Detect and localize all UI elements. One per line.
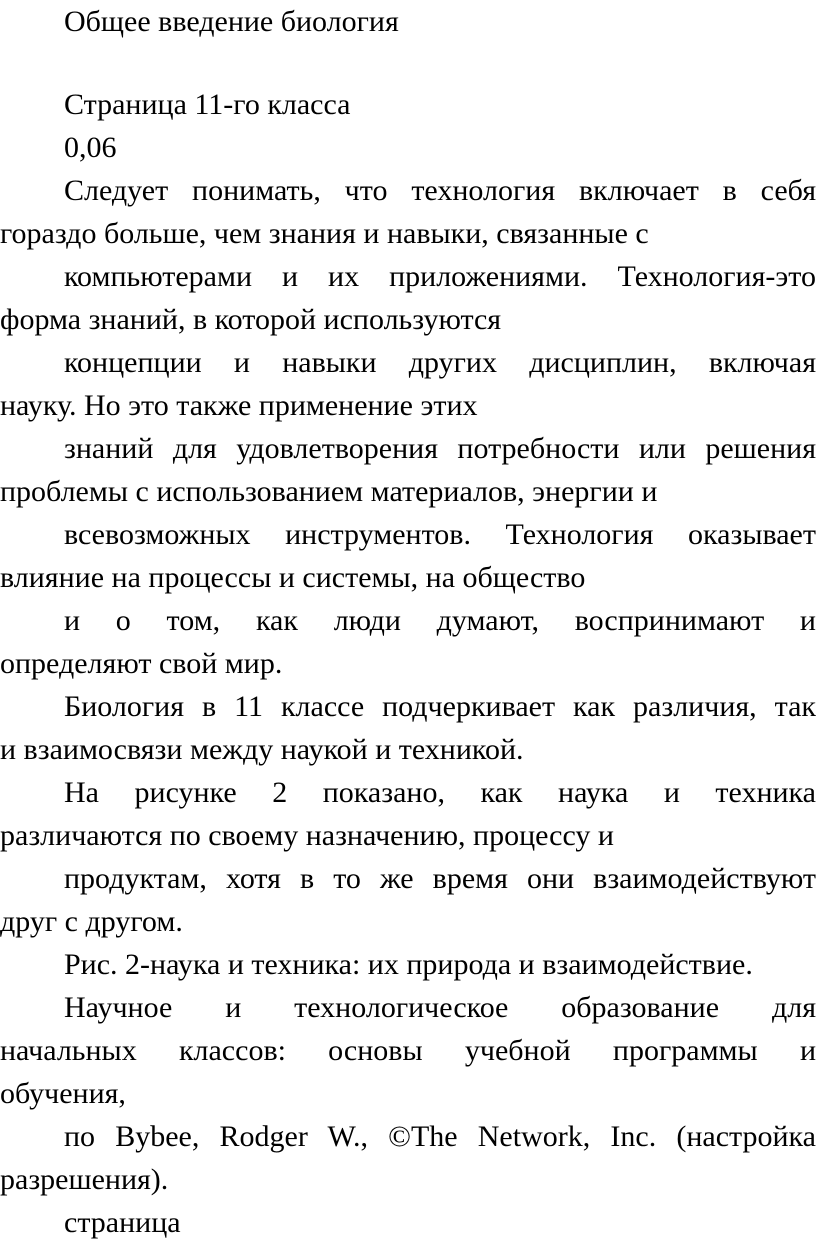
paragraph-5-line-2: влияние на процессы и системы, на общество [0,561,586,594]
paragraph-6-line-2: определяют свой мир. [0,647,283,680]
footer-label: страница [64,1206,181,1239]
citation-line-3: обучения, [0,1077,126,1110]
paragraph-1 [0,169,816,255]
paragraph-2 [0,255,816,341]
paragraph-4-line-2: проблемы с использованием материалов, энергии и [0,475,658,508]
paragraph-6-line-1: и о том, как люди думают, воспринимают и [64,604,816,637]
number-value: 0,06 [64,131,117,164]
citation-line-5: разрешения). [0,1163,169,1196]
paragraph-9 [0,857,816,943]
figure-caption: Рис. 2-наука и техника: их природа и взаимодействие. [64,948,753,981]
paragraph-7-line-1: Биология в 11 классе подчеркивает как различия, так [64,690,816,723]
paragraph-9-line-2: друг с другом. [0,905,183,938]
citation-line-2: начальных классов: основы учебной программы и [0,1034,816,1067]
document-title: Общее введение биология [64,5,399,38]
citation-line-1: Научное и технологическое образование для [64,991,816,1024]
citation-line-4: по Bybee, Rodger W., ©The Network, Inc. (настройка [64,1120,816,1153]
citation-block [0,986,816,1201]
paragraph-1-line-2: гораздо больше, чем знания и навыки, связанные с [0,217,649,250]
paragraph-8 [0,771,816,857]
paragraph-5 [0,513,816,599]
paragraph-4 [0,427,816,513]
paragraph-7 [0,685,816,771]
paragraph-3 [0,341,816,427]
paragraph-2-line-1: компьютерами и их приложениями. Технология-это [64,260,816,293]
paragraph-1-line-1: Следует понимать, что технология включает в себя [64,174,816,207]
paragraph-3-line-1: концепции и навыки других дисциплин, включая [64,346,816,379]
paragraph-8-line-2: различаются по своему назначению, процессу и [0,819,614,852]
paragraph-9-line-1: продуктам, хотя в то же время они взаимодействуют [64,862,816,895]
page-label: Страница 11-го класса [64,88,351,121]
paragraph-2-line-2: форма знаний, в которой используются [0,303,502,336]
paragraph-6 [0,599,816,685]
paragraph-7-line-2: и взаимосвязи между наукой и техникой. [0,733,524,766]
paragraph-4-line-1: знаний для удовлетворения потребности или решения [64,432,816,465]
paragraph-8-line-1: На рисунке 2 показано, как наука и техника [64,776,816,809]
paragraph-3-line-2: науку. Но это также применение этих [0,389,478,422]
paragraph-5-line-1: всевозможных инструментов. Технология оказывает [64,518,816,551]
